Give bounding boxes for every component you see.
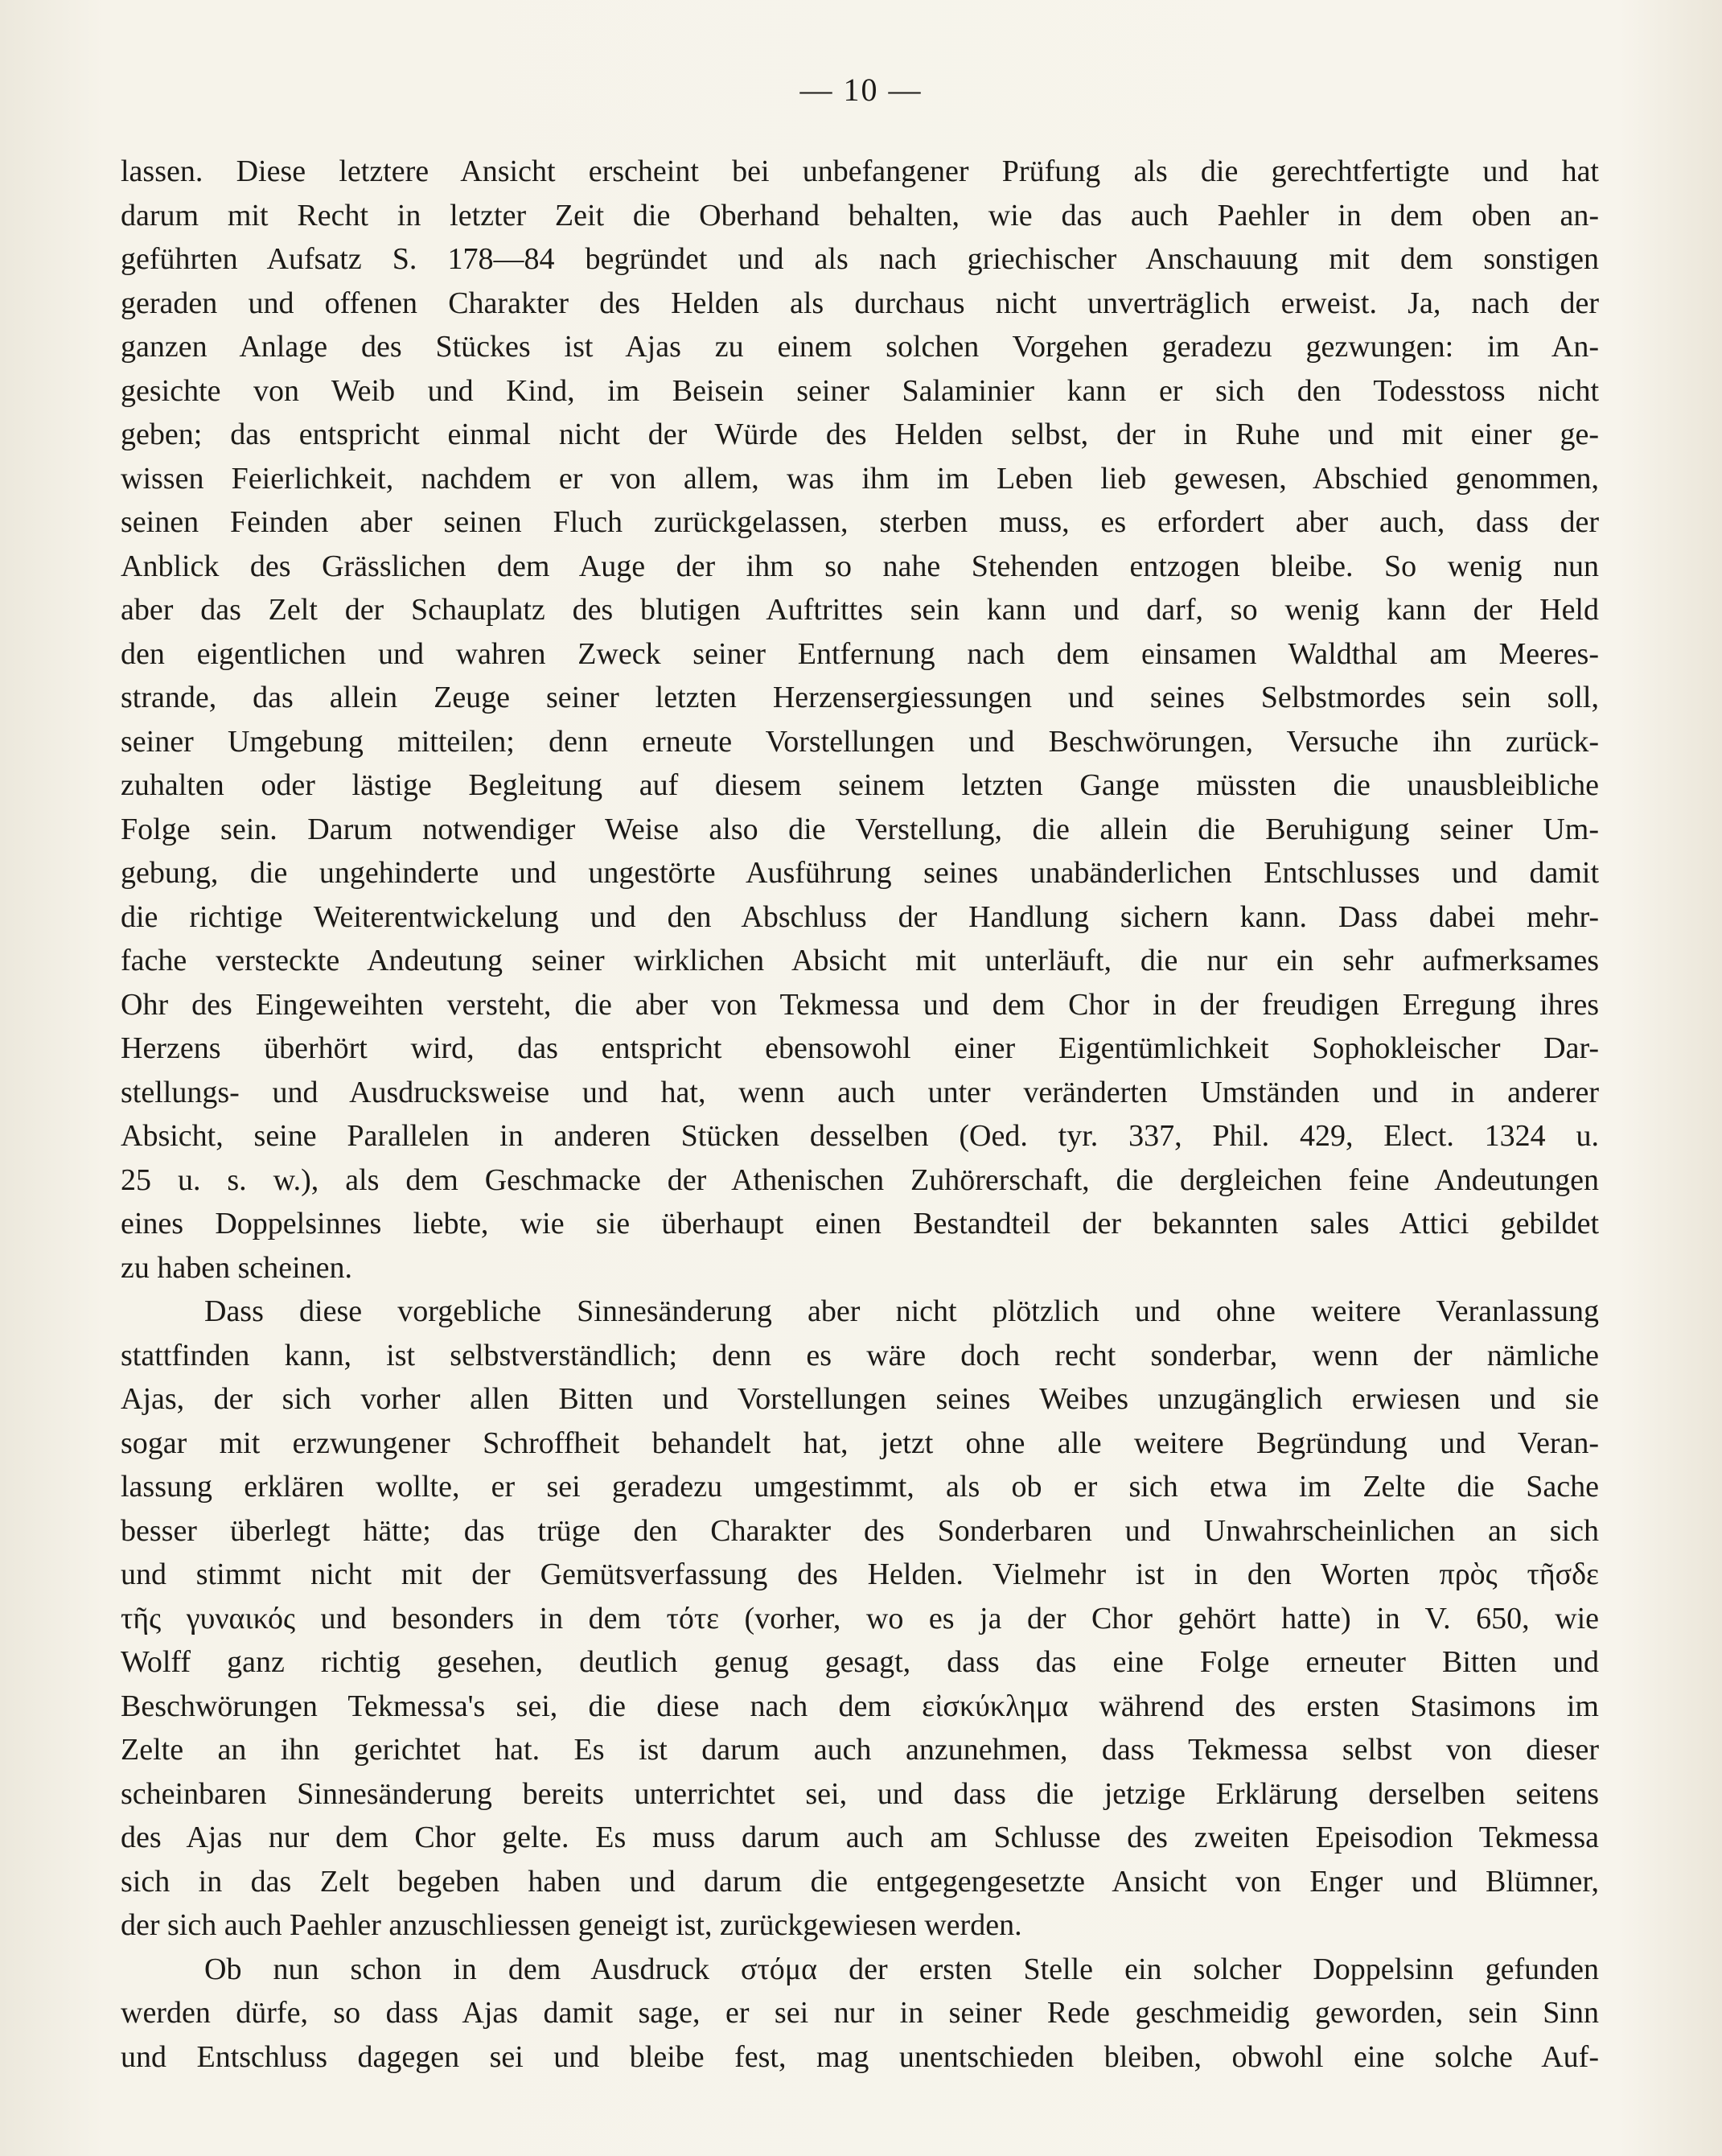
text-line: stellungs- und Ausdrucksweise und hat, wenn auch unter veränderten Umständen und in anderer	[121, 1075, 1599, 1109]
text-line: eines Doppelsinnes liebte, wie sie überhaupt einen Bestandteil der bekannten sales Attici gebildet	[121, 1207, 1599, 1241]
text-line: sich in das Zelt begeben haben und darum die entgegengesetzte Ansicht von Enger und Blümner,	[121, 1864, 1599, 1899]
text-line: sogar mit erzwungener Schroffheit behandelt hat, jetzt ohne alle weitere Begründung und Veran-	[121, 1426, 1599, 1460]
paragraph	[121, 1290, 1599, 1948]
text-line: des Ajas nur dem Chor gelte. Es muss darum auch am Schlusse des zweiten Epeisodion Tekmessa	[121, 1821, 1599, 1854]
text-line: geben; das entspricht einmal nicht der Würde des Helden selbst, der in Ruhe und mit einer ge-	[121, 418, 1599, 451]
text-line: werden dürfe, so dass Ajas damit sage, er sei nur in seiner Rede geschmeidig geworden, sein Sinn	[121, 1996, 1599, 2030]
text-line: und Entschluss dagegen sei und bleibe fest, mag unentschieden bleiben, obwohl eine solche Auf-	[121, 2039, 1599, 2074]
text-line: geführten Aufsatz S. 178—84 begründet und als nach griechischer Anschauung mit dem sonstigen	[121, 242, 1599, 276]
paragraph	[121, 1948, 1599, 2080]
paragraph	[121, 150, 1599, 1290]
text-line: Ob nun schon in dem Ausdruck στόμα der ersten Stelle ein solcher Doppelsinn gefunden	[204, 1952, 1599, 1986]
text-line: die richtige Weiterentwickelung und den Abschluss der Handlung sichern kann. Dass dabei mehr-	[121, 899, 1599, 934]
text-line: Wolff ganz richtig gesehen, deutlich genug gesagt, dass das eine Folge erneuter Bitten und	[121, 1645, 1599, 1679]
text-line: gebung, die ungehinderte und ungestörte Ausführung seines unabänderlichen Entschlusses und damit	[121, 856, 1599, 890]
text-line: lassen. Diese letztere Ansicht erscheint bei unbefangener Prüfung als die gerechtfertigte und hat	[121, 154, 1599, 188]
text-line: wissen Feierlichkeit, nachdem er von allem, was ihm im Leben lieb gewesen, Abschied genommen,	[121, 461, 1599, 496]
text-line: gesichte von Weib und Kind, im Beisein seiner Salaminier kann er sich den Todesstoss nicht	[121, 373, 1599, 408]
text-line: Herzens überhört wird, das entspricht ebensowohl einer Eigentümlichkeit Sophokleischer Dar-	[121, 1031, 1599, 1065]
text-line: Dass diese vorgebliche Sinnesänderung aber nicht plötzlich und ohne weitere Veranlassung	[204, 1294, 1599, 1328]
text-line: strande, das allein Zeuge seiner letzten Herzensergiessungen und seines Selbstmordes sein soll,	[121, 681, 1599, 714]
text-line: zuhalten oder lästige Begleitung auf diesem seinem letzten Gange müssten die unausbleibliche	[121, 768, 1599, 802]
text-line: den eigentlichen und wahren Zweck seiner Entfernung nach dem einsamen Waldthal am Meeres-	[121, 636, 1599, 671]
text-line: fache versteckte Andeutung seiner wirklichen Absicht mit unterläuft, die nur ein sehr aufmerksames	[121, 944, 1599, 977]
text-line: zu haben scheinen.	[121, 1250, 353, 1285]
text-line: stattfinden kann, ist selbstverständlich; denn es wäre doch recht sonderbar, wenn der nämliche	[121, 1338, 1599, 1372]
text-line: seiner Umgebung mitteilen; denn erneute Vorstellungen und Beschwörungen, Versuche ihn zurück-	[121, 724, 1599, 759]
text-line: Folge sein. Darum notwendiger Weise also die Verstellung, die allein die Beruhigung seiner Um-	[121, 812, 1599, 846]
text-line: 25 u. s. w.), als dem Geschmacke der Athenischen Zuhörerschaft, die dergleichen feine Andeutungen	[121, 1162, 1599, 1197]
text-line: darum mit Recht in letzter Zeit die Oberhand behalten, wie das auch Paehler in dem oben an-	[121, 198, 1599, 232]
text-line: besser überlegt hätte; das trüge den Charakter des Sonderbaren und Unwahrscheinlichen an sich	[121, 1513, 1599, 1548]
text-line: τῆς γυναικός und besonders in dem τότε (vorher, wo es ja der Chor gehört hatte) in V. 650, wie	[121, 1601, 1599, 1636]
text-line: lassung erklären wollte, er sei geradezu umgestimmt, als ob er sich etwa im Zelte die Sache	[121, 1470, 1599, 1504]
text-line: Ohr des Eingeweihten versteht, die aber von Tekmessa und dem Chor in der freudigen Erregung ihres	[121, 987, 1599, 1022]
text-line: Absicht, seine Parallelen in anderen Stücken desselben (Oed. tyr. 337, Phil. 429, Elect. 1324 u.	[121, 1119, 1599, 1153]
text-line: und stimmt nicht mit der Gemütsverfassung des Helden. Vielmehr ist in den Worten πρὸς τῆσδε	[121, 1557, 1599, 1591]
text-line: seinen Feinden aber seinen Fluch zurückgelassen, sterben muss, es erfordert aber auch, dass der	[121, 505, 1599, 539]
text-line: Zelte an ihn gerichtet hat. Es ist darum auch anzunehmen, dass Tekmessa selbst von dieser	[121, 1733, 1599, 1767]
text-line: Beschwörungen Tekmessa's sei, die diese nach dem εἰσκύκλημα während des ersten Stasimons im	[121, 1689, 1599, 1723]
text-line: aber das Zelt der Schauplatz des blutigen Auftrittes sein kann und darf, so wenig kann der Held	[121, 593, 1599, 627]
text-line: scheinbaren Sinnesänderung bereits unterrichtet sei, und dass die jetzige Erklärung derselben seitens	[121, 1776, 1599, 1811]
text-line: Ajas, der sich vorher allen Bitten und Vorstellungen seines Weibes unzugänglich erwiesen und sie	[121, 1382, 1599, 1416]
body-text	[121, 150, 1599, 2079]
text-line: ganzen Anlage des Stückes ist Ajas zu einem solchen Vorgehen geradezu gezwungen: im An-	[121, 330, 1599, 364]
text-line: der sich auch Paehler anzuschliessen geneigt ist, zurückgewiesen werden.	[121, 1908, 1022, 1942]
text-line: geraden und offenen Charakter des Helden als durchaus nicht unverträglich erweist. Ja, nach der	[121, 286, 1599, 320]
text-line: Anblick des Grässlichen dem Auge der ihm so nahe Stehenden entzogen bleibe. So wenig nun	[121, 549, 1599, 583]
page-number: — 10 —	[799, 72, 923, 108]
